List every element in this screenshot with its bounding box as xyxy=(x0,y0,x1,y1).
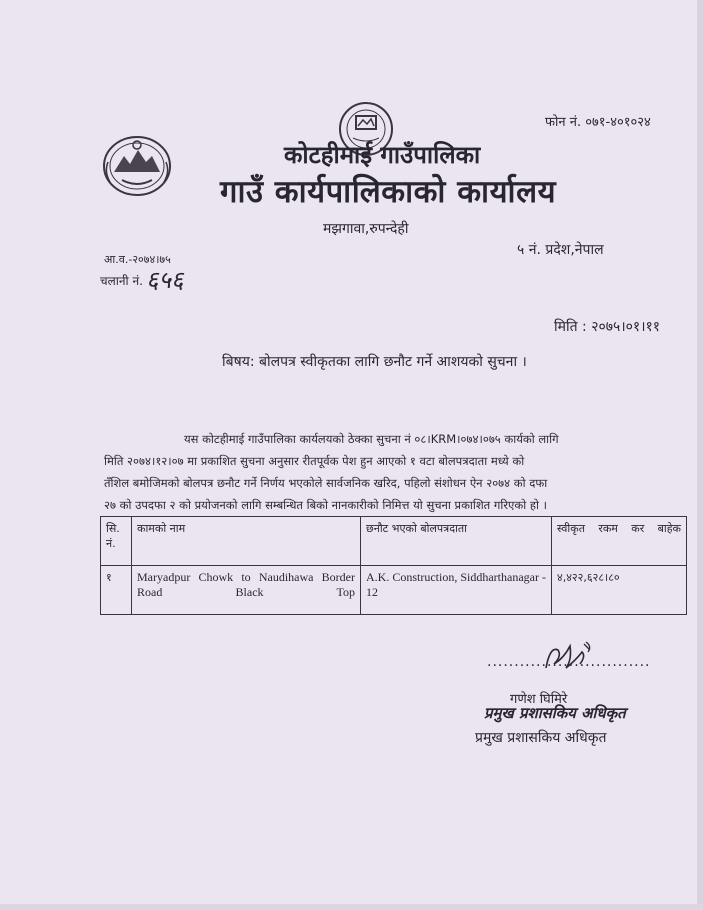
dispatch-label: चलानी नं. xyxy=(100,274,143,288)
subject-line: बिषय: बोलपत्र स्वीकृतका लागि छनौट गर्ने आशयको सुचना । xyxy=(222,354,527,370)
header-serial: सि. नं. xyxy=(101,517,132,566)
cell-work-name: Maryadpur Chowk to Naudihawa Border Road Black Top xyxy=(132,566,361,615)
header-amount: स्वीकृत रकम कर बाहेक xyxy=(552,517,687,566)
page-shadow-bottom xyxy=(0,904,703,910)
table-row xyxy=(101,566,687,615)
notice-body xyxy=(104,428,677,516)
body-line: मिति २०७४।१२।०७ मा प्रकाशित सुचना अनुसार रीतपूर्वक पेश हुन आएको १ वटा बोलपत्रदाता मध्ये को xyxy=(104,454,525,468)
header-bidder: छनौट भएको बोलपत्रदाता xyxy=(361,517,552,566)
office-address: मझगावा,रुपन्देही xyxy=(323,221,409,237)
body-line: यस कोटहीमाई गाउँपालिका कार्यलयको ठेक्का सुचना नं ०८।KRM।०७४।०७५ कार्यको लागि xyxy=(184,432,559,446)
selected-bid-table xyxy=(100,516,687,615)
fiscal-year: आ.व.-२०७४।७५ xyxy=(104,253,171,266)
page-shadow-right xyxy=(697,0,703,910)
office-name: कोटहीमाई गाउँपालिका xyxy=(284,141,481,169)
office-title: गाउँ कार्यपालिकाको कार्यालय xyxy=(220,174,557,210)
body-line: तँशिल बमोजिमको बोलपत्र छनौट गर्ने निर्णय भएकोले सार्वजनिक खरिद, पहिलो संशोधन ऐन २०७४ को दफा xyxy=(104,476,548,490)
cell-bidder: A.K. Construction, Siddharthanagar - 12 xyxy=(361,566,552,615)
handwritten-signature xyxy=(540,638,595,678)
header-work-name: कामको नाम xyxy=(132,517,361,566)
signatory-title: प्रमुख प्रशासकिय अधिकृत xyxy=(475,730,607,746)
signature-line: .............................. xyxy=(487,654,651,670)
table-header-row xyxy=(101,517,687,566)
dispatch-number: ६५६ xyxy=(146,266,184,294)
letter-date: मिति : २०७५।०१।११ xyxy=(554,319,661,335)
signatory-stamp: प्रमुख प्रशासकिय अधिकृत xyxy=(484,704,626,722)
office-province: ५ नं. प्रदेश,नेपाल xyxy=(517,242,604,258)
body-line: २७ को उपदफा २ को प्रयोजनको लागि सम्बन्धित बिको नानकारीको निमित्त यो सुचना प्रकाशित गरिएको हो । xyxy=(104,498,547,512)
cell-amount: ४,४२२,६२८।८० xyxy=(552,566,687,615)
phone-number: फोन नं. ०७१-४०१०२४ xyxy=(545,115,651,130)
cell-serial: १ xyxy=(101,566,132,615)
nepal-emblem-icon xyxy=(100,132,174,198)
signatory-name: गणेश घिमिरे xyxy=(510,692,568,707)
